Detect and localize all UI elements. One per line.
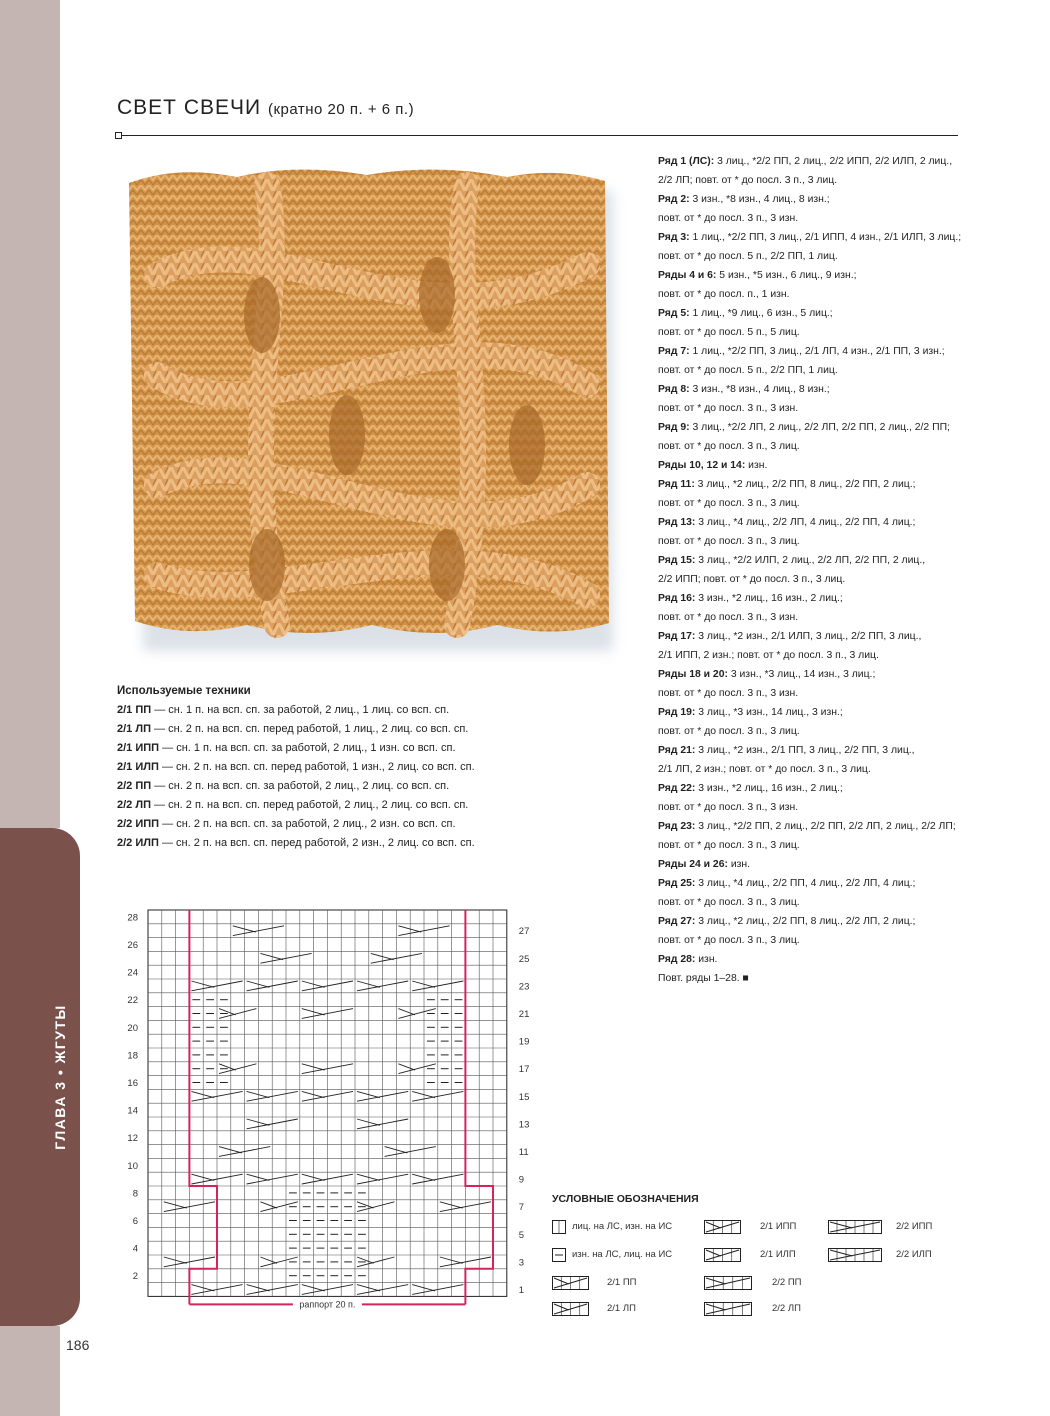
instruction-text: повт. от * до посл. 3 п., 3 лиц. [658, 498, 800, 509]
instruction-line [658, 380, 958, 399]
instruction-text: повт. от * до посл. 3 п., 3 лиц. [658, 441, 800, 452]
row-number-right: 15 [518, 1091, 530, 1103]
legend-item-label: 2/2 ЛП [772, 1303, 801, 1314]
title-rule-marker [115, 132, 122, 139]
instruction-row-label: Ряды 4 и 6: [658, 270, 717, 281]
instruction-row-label: Ряды 10, 12 и 14: [658, 460, 746, 471]
instruction-text: 2/1 ИПП, 2 изн.; повт. от * до посл. 3 п., 3 лиц. [658, 650, 879, 661]
cable-2-1-right-icon [552, 1276, 589, 1290]
row-number-right: 1 [518, 1284, 525, 1296]
cable-2-2-purl-left-icon [828, 1248, 882, 1262]
instruction-text: 3 лиц., *2 изн., 2/1 ИЛП, 3 лиц., 2/2 ПП, 3 лиц., [695, 631, 922, 642]
legend-item-label: 2/2 ИПП [896, 1221, 933, 1232]
row-number-right: 27 [518, 926, 530, 938]
instruction-text: повт. от * до посл. 3 п., 3 изн. [658, 213, 799, 224]
instruction-line [658, 513, 958, 532]
instruction-line [658, 893, 958, 912]
instruction-row-label: Ряд 16: [658, 593, 696, 604]
technique-row [117, 777, 637, 796]
instruction-text: 3 лиц., *4 лиц., 2/2 ЛП, 4 лиц., 2/2 ПП, 4 лиц.; [695, 517, 916, 528]
cable-2-1-purl-right-icon [704, 1220, 741, 1234]
instruction-row-label: Ряд 2: [658, 194, 690, 205]
technique-text: — сн. 2 п. на всп. сп. перед работой, 2 лиц., 2 лиц. со всп. сп. [150, 799, 469, 811]
instruction-row-label: Ряд 19: [658, 707, 696, 718]
instruction-text: 2/2 ИПП; повт. от * до посл. 3 п., 3 лиц. [658, 574, 846, 585]
instruction-text: 3 изн., *8 изн., 4 лиц., 8 изн.; [689, 384, 830, 395]
techniques-section [117, 682, 637, 853]
row-number-left: 10 [127, 1160, 138, 1172]
instruction-line [658, 399, 958, 418]
side-strip-top [0, 0, 60, 828]
instruction-text: 3 лиц., *2 лиц., 2/2 ПП, 8 лиц., 2/2 ПП, 2 лиц.; [694, 479, 916, 490]
legend-purl-label: изн. на ЛС, лиц. на ИС [572, 1249, 673, 1260]
instruction-line [658, 228, 962, 247]
knitting-chart [110, 902, 540, 1322]
instruction-text: повт. от * до посл. 3 п., 3 лиц. [658, 536, 800, 547]
instruction-line [658, 570, 958, 589]
instruction-row-label: Ряд 22: [658, 783, 696, 794]
instruction-text: повт. от * до посл. 3 п., 3 изн. [658, 688, 799, 699]
instruction-text: 3 изн., *2 лиц., 16 изн., 2 лиц.; [695, 783, 843, 794]
technique-abbr: 2/1 ИЛП [117, 761, 159, 773]
instruction-text: изн. [745, 460, 768, 471]
instruction-line [658, 190, 958, 209]
legend-item-label: 2/1 ИПП [760, 1221, 797, 1232]
technique-row [117, 758, 637, 777]
row-number-left: 22 [127, 995, 138, 1007]
pattern-title [117, 96, 414, 120]
instruction-line [658, 304, 958, 323]
cable-2-2-right-icon [704, 1276, 752, 1290]
row-number-right: 7 [518, 1202, 525, 1214]
technique-text: — сн. 2 п. на всп. сп. перед работой, 1 лиц., 2 лиц. со всп. сп. [150, 723, 469, 735]
instruction-line [658, 722, 958, 741]
technique-text: — сн. 2 п. на всп. сп. за работой, 2 лиц., 2 лиц. со всп. сп. [151, 780, 450, 792]
instruction-text: повт. от * до посл. 5 п., 5 лиц. [658, 327, 800, 338]
instruction-row-label: Ряд 8: [658, 384, 690, 395]
instruction-text: 3 лиц., *2/2 ПП, 2 лиц., 2/2 ПП, 2/2 ЛП, 2 лиц., 2/2 ЛП; [695, 821, 956, 832]
row-number-left: 18 [127, 1050, 138, 1062]
instruction-row-label: Ряд 28: [658, 954, 696, 965]
instruction-row-label: Ряд 9: [658, 422, 690, 433]
row-number-left: 26 [127, 939, 138, 951]
instruction-line [658, 532, 958, 551]
instruction-line [658, 931, 958, 950]
instruction-line [658, 266, 958, 285]
side-strip-bottom [0, 1326, 60, 1416]
instruction-line [658, 950, 958, 969]
instruction-text: 3 изн., *2 лиц., 16 изн., 2 лиц.; [695, 593, 843, 604]
instruction-text: 3 лиц., *2/2 ЛП, 2 лиц., 2/2 ЛП, 2/2 ПП, 2 лиц., 2/2 ПП; [689, 422, 950, 433]
instruction-line [658, 456, 958, 475]
title-rule [117, 135, 958, 136]
instruction-line [658, 836, 958, 855]
instruction-text: повт. от * до посл. 3 п., 3 лиц. [658, 897, 800, 908]
instruction-row-label: Ряд 27: [658, 916, 696, 927]
instruction-line [658, 665, 958, 684]
technique-text: — сн. 2 п. на всп. сп. перед работой, 1 изн., 2 лиц. со всп. сп. [158, 761, 475, 773]
instruction-row-label: Ряды 18 и 20: [658, 669, 728, 680]
instruction-line [658, 703, 958, 722]
instruction-row-label: Ряд 17: [658, 631, 696, 642]
row-number-left: 2 [132, 1271, 138, 1283]
pattern-name: СВЕТ СВЕЧИ [117, 96, 262, 119]
instruction-text: 3 лиц., *4 лиц., 2/2 ПП, 4 лиц., 2/2 ЛП, 4 лиц.; [695, 878, 916, 889]
instruction-row-label: Ряд 21: [658, 745, 696, 756]
instruction-line [658, 285, 958, 304]
instruction-line [658, 684, 958, 703]
instruction-line [658, 247, 958, 266]
instruction-line [658, 608, 958, 627]
row-number-right: 25 [518, 953, 530, 965]
instruction-line [658, 627, 958, 646]
instruction-text: 2/1 ЛП, 2 изн.; повт. от * до посл. 3 п., 3 лиц. [658, 764, 871, 775]
row-number-left: 12 [127, 1133, 138, 1145]
instruction-line [658, 209, 958, 228]
instruction-line [658, 494, 958, 513]
technique-row [117, 701, 637, 720]
page-number: 186 [66, 1337, 90, 1353]
instruction-line [658, 912, 958, 931]
instruction-text: 3 лиц., *2 лиц., 2/2 ПП, 8 лиц., 2/2 ЛП, 2 лиц.; [695, 916, 916, 927]
instruction-line [658, 152, 958, 171]
instruction-row-label: Ряд 5: [658, 308, 690, 319]
instruction-line [658, 551, 958, 570]
instruction-text: повт. от * до посл. 3 п., 3 изн. [658, 403, 799, 414]
row-number-right: 21 [518, 1008, 530, 1020]
instruction-text: изн. [695, 954, 718, 965]
instruction-text: повт. от * до посл. 3 п., 3 лиц. [658, 726, 800, 737]
instruction-line [658, 874, 958, 893]
instruction-text: 2/2 ЛП; повт. от * до посл. 3 п., 3 лиц. [658, 175, 838, 186]
instruction-text: повт. от * до посл. п., 1 изн. [658, 289, 790, 300]
instruction-line [658, 969, 958, 988]
row-number-right: 17 [518, 1064, 530, 1076]
chapter-tab [0, 828, 80, 1326]
row-number-left: 6 [132, 1215, 138, 1227]
chapter-label: ГЛАВА 3 • ЖГУТЫ [52, 1004, 68, 1150]
instruction-text: 1 лиц., *2/2 ПП, 3 лиц., 2/1 ИПП, 4 изн., 2/1 ИЛП, 3 лиц.; [689, 232, 962, 243]
instruction-text: 3 лиц., *2/2 ИЛП, 2 лиц., 2/2 ЛП, 2/2 ПП, 2 лиц., [695, 555, 926, 566]
technique-abbr: 2/1 ИПП [117, 742, 160, 754]
instruction-line [658, 437, 958, 456]
row-number-left: 14 [127, 1105, 138, 1117]
instruction-text: повт. от * до посл. 5 п., 2/2 ПП, 1 лиц. [658, 365, 838, 376]
instruction-line [658, 817, 958, 836]
instruction-line [658, 171, 958, 190]
row-number-left: 20 [127, 1022, 138, 1034]
instruction-text: повт. от * до посл. 3 п., 3 изн. [658, 612, 799, 623]
technique-row [117, 796, 637, 815]
instruction-line [658, 589, 958, 608]
instruction-row-label: Ряд 7: [658, 346, 690, 357]
technique-row [117, 815, 637, 834]
cable-2-2-left-icon [704, 1302, 752, 1316]
instruction-text: 1 лиц., *2/2 ПП, 3 лиц., 2/1 ЛП, 4 изн., 2/1 ПП, 3 изн.; [689, 346, 945, 357]
technique-text: — сн. 2 п. на всп. сп. за работой, 2 лиц., 2 изн. со всп. сп. [159, 818, 456, 830]
legend-item-label: 2/1 ПП [607, 1277, 637, 1288]
swatch-photo [117, 155, 627, 665]
instruction-text: 5 изн., *5 изн., 6 лиц., 9 изн.; [716, 270, 857, 281]
row-number-right: 11 [518, 1146, 529, 1158]
instruction-line [658, 361, 958, 380]
techniques-heading: Используемые техники [117, 685, 251, 697]
technique-text: — сн. 1 п. на всп. сп. за работой, 2 лиц., 1 изн. со всп. сп. [159, 742, 456, 754]
instruction-text: повт. от * до посл. 5 п., 2/2 ПП, 1 лиц. [658, 251, 838, 262]
cable-2-2-purl-right-icon [828, 1220, 882, 1234]
instruction-row-label: Ряд 25: [658, 878, 696, 889]
instruction-line [658, 323, 958, 342]
legend-item-label: 2/2 ИЛП [896, 1249, 932, 1260]
instruction-text: повт. от * до посл. 3 п., 3 изн. [658, 802, 799, 813]
instruction-text: повт. от * до посл. 3 п., 3 лиц. [658, 935, 800, 946]
technique-abbr: 2/2 ПП [117, 780, 152, 792]
instruction-text: повт. от * до посл. 3 п., 3 лиц. [658, 840, 800, 851]
technique-abbr: 2/2 ИПП [117, 818, 160, 830]
legend-item-label: 2/2 ПП [772, 1277, 802, 1288]
technique-abbr: 2/2 ЛП [117, 799, 151, 811]
row-number-left: 4 [132, 1243, 138, 1255]
row-number-right: 13 [518, 1119, 530, 1131]
instruction-line [658, 855, 958, 874]
instruction-row-label: Ряд 1 (ЛС): [658, 156, 715, 167]
technique-text: — сн. 1 п. на всп. сп. за работой, 2 лиц., 1 лиц. со всп. сп. [151, 704, 450, 716]
row-number-right: 23 [518, 981, 530, 993]
row-number-left: 28 [127, 912, 138, 924]
instruction-line [658, 342, 958, 361]
instruction-text: 3 изн., *3 лиц., 14 изн., 3 лиц.; [727, 669, 876, 680]
instruction-text: 3 лиц., *2 изн., 2/1 ПП, 3 лиц., 2/2 ПП, 3 лиц., [695, 745, 915, 756]
row-number-right: 19 [518, 1036, 530, 1048]
legend-item-label: 2/1 ЛП [607, 1303, 636, 1314]
technique-row [117, 720, 637, 739]
technique-abbr: 2/2 ИЛП [117, 837, 159, 849]
technique-abbr: 2/1 ПП [117, 704, 152, 716]
instruction-line [658, 475, 958, 494]
instruction-line [658, 779, 958, 798]
row-number-right: 5 [518, 1229, 525, 1241]
cable-2-1-purl-left-icon [704, 1248, 741, 1262]
instruction-row-label: Ряд 23: [658, 821, 696, 832]
row-number-left: 16 [127, 1077, 138, 1089]
instruction-line [658, 646, 958, 665]
row-number-left: 8 [132, 1188, 138, 1200]
cable-2-1-left-icon [552, 1302, 589, 1316]
instruction-row-label: Ряд 3: [658, 232, 690, 243]
technique-row [117, 834, 637, 853]
instruction-line [658, 760, 958, 779]
technique-abbr: 2/1 ЛП [117, 723, 151, 735]
instruction-row-label: Ряды 24 и 26: [658, 859, 728, 870]
instruction-row-label: Ряд 13: [658, 517, 696, 528]
knit-icon [552, 1220, 566, 1234]
instruction-row-label: Ряд 11: [658, 479, 695, 490]
technique-row [117, 739, 637, 758]
row-number-right: 3 [518, 1257, 525, 1269]
legend-title: УСЛОВНЫЕ ОБОЗНАЧЕНИЯ [552, 1193, 699, 1205]
legend-item-label: 2/1 ИЛП [760, 1249, 796, 1260]
row-number-left: 24 [127, 967, 138, 979]
instruction-text: 1 лиц., *9 лиц., 6 изн., 5 лиц.; [689, 308, 833, 319]
instruction-line [658, 741, 958, 760]
row-instructions [658, 152, 962, 988]
instruction-line [658, 418, 958, 437]
repeat-label: раппорт 20 п. [299, 1299, 356, 1310]
instruction-text: 3 лиц., *2/2 ПП, 2 лиц., 2/2 ИПП, 2/2 ИЛП, 2 лиц., [714, 156, 953, 167]
instruction-row-label: Ряд 15: [658, 555, 696, 566]
instruction-text: изн. [727, 859, 751, 870]
instruction-text: 3 лиц., *3 изн., 14 лиц., 3 изн.; [695, 707, 843, 718]
purl-icon [552, 1248, 566, 1262]
row-number-right: 9 [518, 1174, 525, 1186]
instruction-text: Повт. ряды 1–28. ■ [658, 973, 749, 984]
instruction-text: 3 изн., *8 изн., 4 лиц., 8 изн.; [689, 194, 830, 205]
instruction-line [658, 798, 958, 817]
pattern-multiple: (кратно 20 п. + 6 п.) [267, 101, 415, 118]
legend-knit-label: лиц. на ЛС, изн. на ИС [572, 1221, 673, 1232]
technique-text: — сн. 2 п. на всп. сп. перед работой, 2 изн., 2 лиц. со всп. сп. [158, 837, 475, 849]
